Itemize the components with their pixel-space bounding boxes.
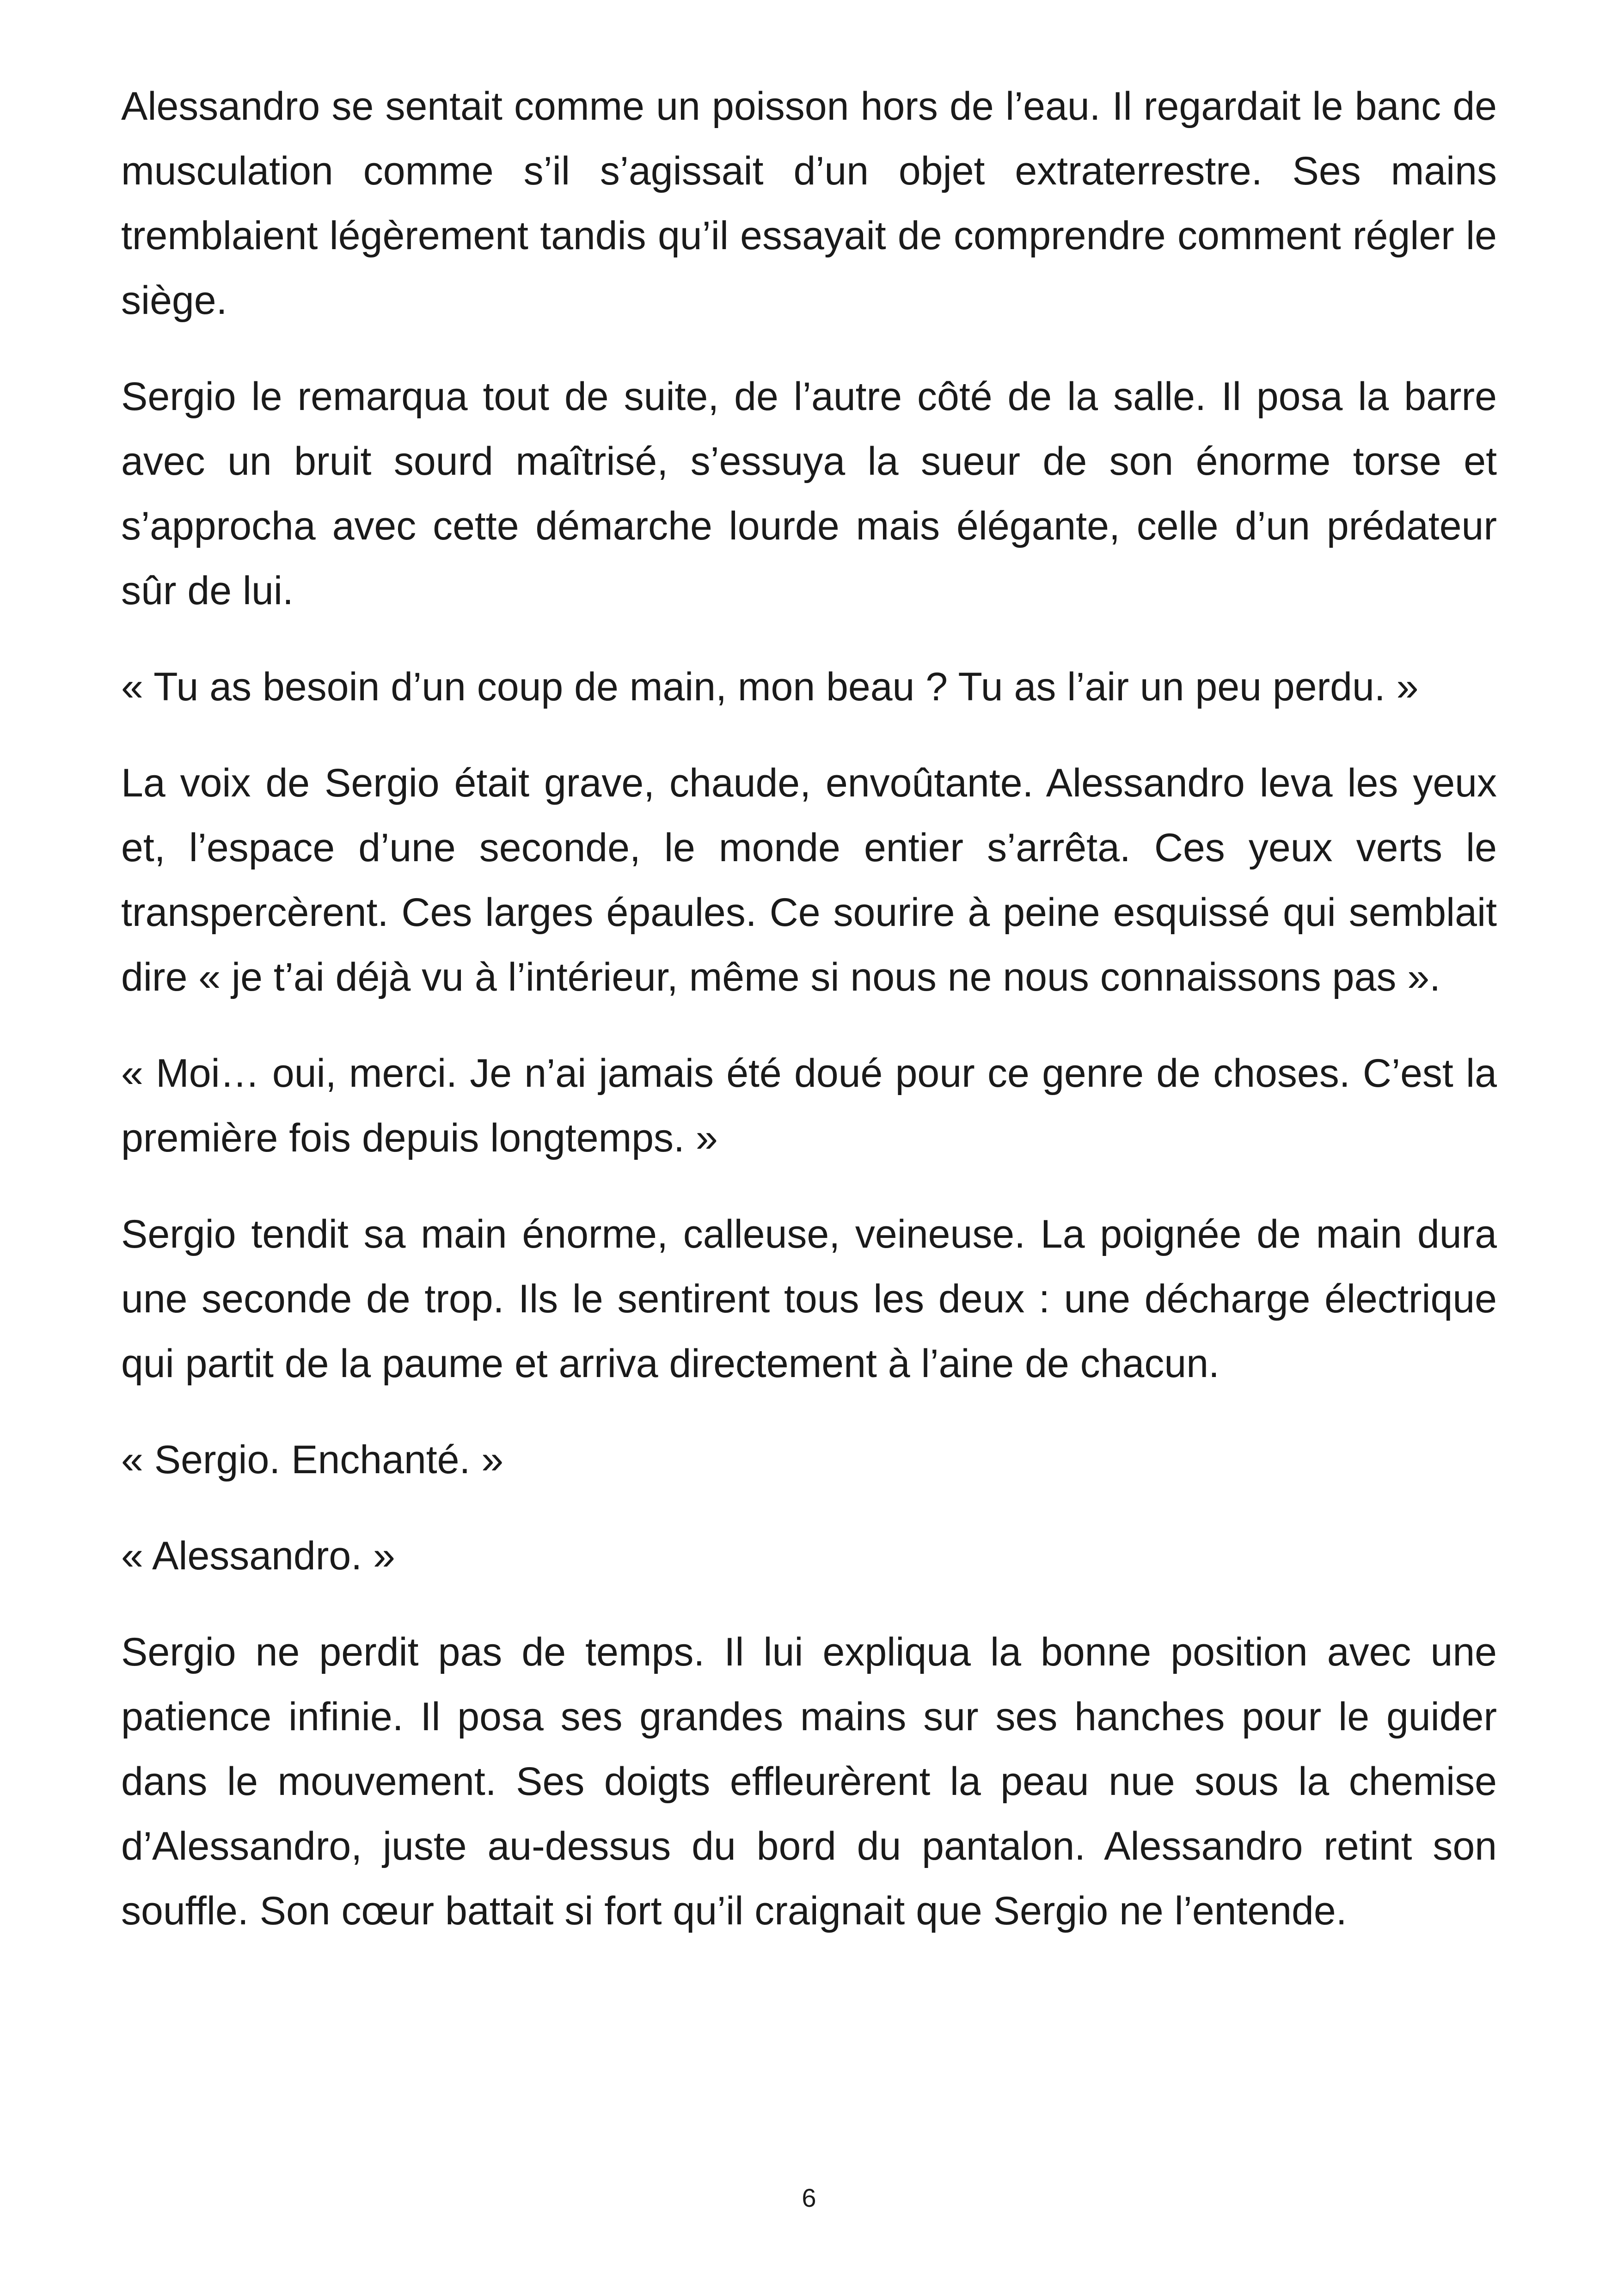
paragraph-9: Sergio ne perdit pas de temps. Il lui expliqua la bonne position avec une patience infinie. Il posa ses grandes mains sur ses hanches pour le guider dans le mouvement. Ses doigts effleurèrent la peau nue sous la chemise d’Alessandro, juste au-dessus du bord du pantalon. Alessandro retint son souffle. Son cœur battait si fort qu’il craignait que Sergio ne l’entende. [121, 1630, 1497, 1933]
paragraph-6: Sergio tendit sa main énorme, calleuse, veineuse. La poignée de main dura une seconde de trop. Ils le sentirent tous les deux : une décharge électrique qui partit de la paume et arriva directement à l’aine de chacun. [121, 1212, 1497, 1386]
paragraph-1: Alessandro se sentait comme un poisson hors de l’eau. Il regardait le banc de musculation comme s’il s’agissait d’un objet extraterrestre. Ses mains tremblaient légèrement tandis qu’il essayait de comprendre comment régler le siège. [121, 84, 1497, 323]
paragraph-8: « Alessandro. » [121, 1534, 395, 1578]
page-number: 6 [802, 2183, 816, 2212]
paragraph-2: Sergio le remarqua tout de suite, de l’autre côté de la salle. Il posa la barre avec un bruit sourd maîtrisé, s’essuya la sueur de son énorme torse et s’approcha avec cette démarche lourde mais élégante, celle d’un prédateur sûr de lui. [121, 374, 1497, 613]
paragraph-7: « Sergio. Enchanté. » [121, 1438, 504, 1482]
body-text [121, 74, 1497, 1975]
paragraph-5: « Moi… oui, merci. Je n’ai jamais été doué pour ce genre de choses. C’est la première fois depuis longtemps. » [121, 1051, 1497, 1160]
paragraph-4: La voix de Sergio était grave, chaude, envoûtante. Alessandro leva les yeux et, l’espace d’une seconde, le monde entier s’arrêta. Ces yeux verts le transpercèrent. Ces larges épaules. Ce sourire à peine esquissé qui semblait dire « je t’ai déjà vu à l’intérieur, même si nous ne nous connaissons pas ». [121, 761, 1497, 999]
paragraph-3: « Tu as besoin d’un coup de main, mon beau ? Tu as l’air un peu perdu. » [121, 665, 1419, 709]
